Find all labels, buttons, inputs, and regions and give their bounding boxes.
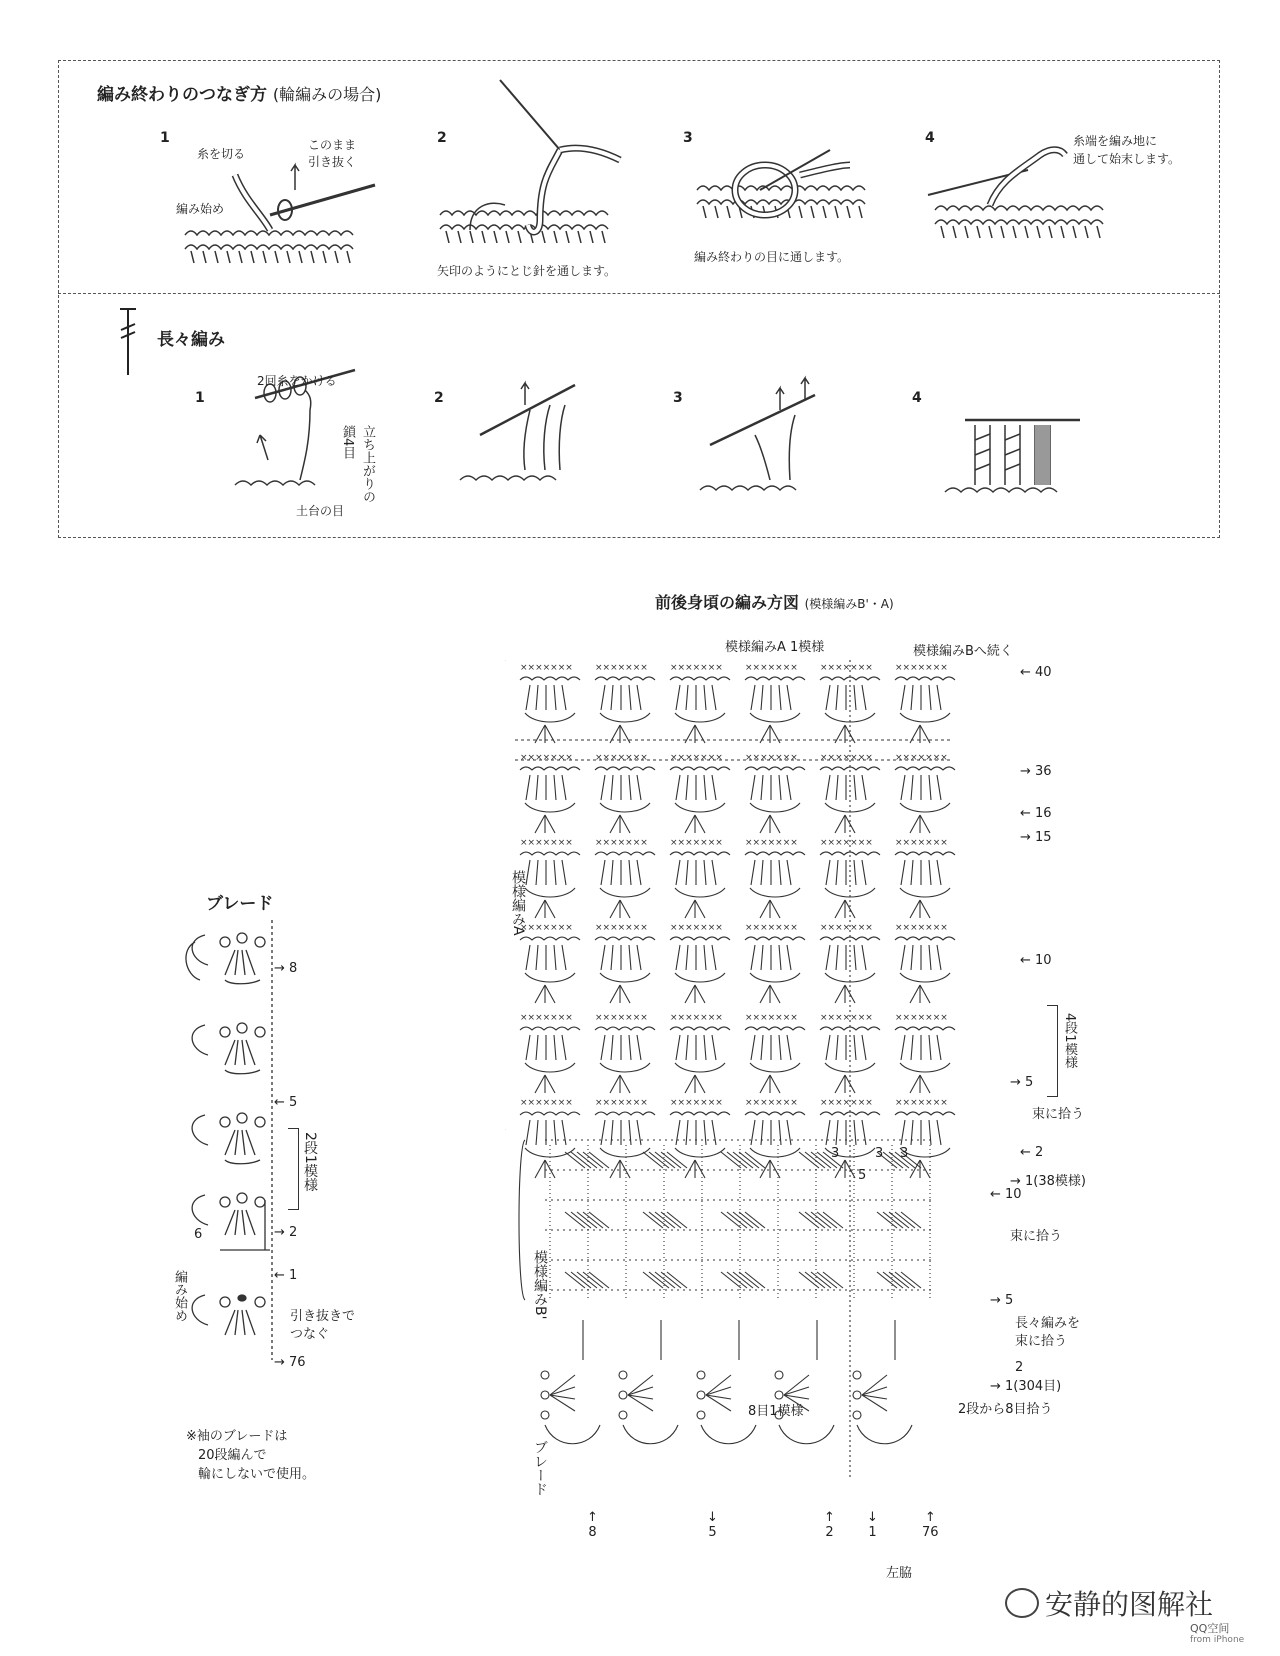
join-step-2-number: 2 <box>437 130 447 146</box>
svg-text:×××××××: ××××××× <box>520 1098 573 1108</box>
join-step-1-drawing <box>185 165 375 263</box>
pattern-a-label: 模様編みA <box>510 870 526 936</box>
yarn-over-twice-label: 2回糸をかける <box>257 374 337 388</box>
watermark-text: 安静的图解社 <box>1045 1588 1214 1621</box>
svg-text:×××××××: ××××××× <box>895 1013 948 1023</box>
pull-through-label-1: このまま <box>308 138 357 152</box>
chain-4-label: 鎖4目 <box>340 425 355 460</box>
svg-text:×××××××: ××××××× <box>745 923 798 933</box>
row-5-label: → 5 <box>1010 1075 1034 1090</box>
svg-text:×××××××: ××××××× <box>895 923 948 933</box>
turning-chain-label: 立ち上がりの <box>360 425 375 503</box>
bottom-arrow-5: ↓ 5 <box>707 1510 718 1540</box>
braid-row-1: ← 1 <box>274 1268 298 1283</box>
braid-row-76: → 76 <box>274 1355 306 1370</box>
join-step-3-drawing <box>697 150 865 218</box>
pattern-b-row-2-label: 2 <box>1015 1360 1024 1375</box>
treble-step-4-number: 4 <box>912 390 922 406</box>
eight-stitch-repeat-label: 8目1模様 <box>748 1404 804 1419</box>
join-step-1-number: 1 <box>160 130 170 146</box>
join-step-2-drawing <box>440 80 620 243</box>
bottom-arrow-8: ↑ 8 <box>587 1510 598 1540</box>
slip-join-label-2: つなぐ <box>290 1327 330 1342</box>
svg-text:×××××××: ××××××× <box>820 753 873 763</box>
svg-text:×××××××: ××××××× <box>595 838 648 848</box>
sleeve-note-3: 輪にしないで使用。 <box>198 1467 316 1482</box>
continue-pattern-b-label: 模様編みBへ続く <box>913 644 1013 659</box>
svg-text:×××××××: ××××××× <box>520 663 573 673</box>
braid-marker-6: 6 <box>194 1227 203 1242</box>
svg-text:×××××××: ××××××× <box>670 923 723 933</box>
cut-yarn-label: 糸を切る <box>197 147 246 161</box>
joining-subtitle: (輪編みの場合) <box>272 85 382 104</box>
joining-title: 編み終わりのつなぎ方 (輪編みの場合) <box>97 85 382 105</box>
row-1-label: → 1(38模様) <box>1010 1174 1086 1189</box>
technique-illustrations <box>0 0 1280 540</box>
svg-text:×××××××: ××××××× <box>895 838 948 848</box>
treble-bundle-label-2: 束に拾う <box>1015 1334 1068 1349</box>
pick-8-from-2-rows-label: 2段から8目拾う <box>958 1402 1053 1417</box>
svg-text:×××××××: ××××××× <box>595 1098 648 1108</box>
braid-row-8: → 8 <box>274 961 298 976</box>
foundation-stitch-label: 土台の目 <box>296 504 345 518</box>
pattern-b-row-1-label: → 1(304目) <box>990 1379 1062 1394</box>
bottom-arrow-2: ↑ 2 <box>824 1510 835 1540</box>
join-step-3-number: 3 <box>683 130 693 146</box>
row-40-label: ← 40 <box>1020 665 1052 680</box>
svg-text:×××××××: ××××××× <box>745 1013 798 1023</box>
svg-text:×××××××: ××××××× <box>820 838 873 848</box>
row-36-label: → 36 <box>1020 764 1052 779</box>
treble-step-1-number: 1 <box>195 390 205 406</box>
svg-text:×××××××: ××××××× <box>595 923 648 933</box>
pull-through-label-2: 引き抜く <box>308 155 357 169</box>
row-15-label: → 15 <box>1020 830 1052 845</box>
treble-step-2-number: 2 <box>434 390 444 406</box>
start-label: 編み始め <box>176 202 225 216</box>
braid-start-label: 編み始め <box>172 1270 187 1322</box>
svg-text:×××××××: ××××××× <box>520 923 573 933</box>
braid-chart <box>180 920 300 1390</box>
svg-text:×××××××: ××××××× <box>670 1013 723 1023</box>
svg-text:×××××××: ××××××× <box>745 663 798 673</box>
svg-text:×××××××: ××××××× <box>745 1098 798 1108</box>
slip-join-label-1: 引き抜きで <box>290 1309 356 1324</box>
four-row-repeat-bracket <box>1047 1005 1058 1097</box>
braid-row-5: ← 5 <box>274 1095 298 1110</box>
row-10-label: ← 10 <box>1020 953 1052 968</box>
svg-text:×××××××: ××××××× <box>670 663 723 673</box>
inner-number-2: 3 <box>875 1146 884 1161</box>
braid-vertical-label: ブレード <box>532 1440 548 1496</box>
pattern-b-row-10-label: ← 10 <box>990 1187 1022 1202</box>
pick-bundle-label-1: 束に拾う <box>1032 1107 1085 1122</box>
svg-text:×××××××: ××××××× <box>820 663 873 673</box>
svg-text:×××××××: ××××××× <box>820 923 873 933</box>
wechat-icon <box>1005 1588 1039 1618</box>
svg-text:×××××××: ××××××× <box>670 838 723 848</box>
svg-text:×××××××: ××××××× <box>820 1013 873 1023</box>
braid-repeat-bracket <box>288 1128 299 1210</box>
braid-motif-4 <box>192 1193 270 1250</box>
join-step-4-caption-1: 糸端を編み地に <box>1073 134 1158 148</box>
sleeve-note-1: ※袖のブレードは <box>186 1429 288 1444</box>
join-step-2-caption: 矢印のようにとじ針を通します。 <box>437 264 617 278</box>
braid-motif-3 <box>192 1113 265 1164</box>
svg-text:×××××××: ××××××× <box>670 1098 723 1108</box>
row-16-label: ← 16 <box>1020 806 1052 821</box>
svg-text:×××××××: ××××××× <box>595 1013 648 1023</box>
pattern-a-one-repeat-label: 模様編みA 1模様 <box>725 640 825 655</box>
treble-title: 長々編み <box>157 330 225 350</box>
svg-text:×××××××: ××××××× <box>520 838 573 848</box>
join-step-4-number: 4 <box>925 130 935 146</box>
braid-motif-top <box>186 933 265 984</box>
pick-bundle-label-2: 束に拾う <box>1010 1229 1063 1244</box>
main-chart-subtitle: (模様編みB'・A) <box>804 597 894 611</box>
join-step-4-caption-2: 通して始末します。 <box>1073 152 1181 166</box>
braid-motif-2 <box>192 1023 265 1074</box>
treble-bundle-label-1: 長々編みを <box>1015 1316 1081 1331</box>
svg-text:×××××××: ××××××× <box>820 1098 873 1108</box>
svg-text:×××××××: ××××××× <box>745 838 798 848</box>
svg-text:×××××××: ××××××× <box>670 753 723 763</box>
sleeve-note-2: 20段編んで <box>198 1448 267 1463</box>
treble-step-3-drawing <box>700 378 815 490</box>
bottom-arrow-1: ↓ 1 <box>867 1510 878 1540</box>
braid-motif-start <box>192 1295 265 1335</box>
qq-zone-label: QQ空间 <box>1190 1622 1230 1635</box>
inner-number-4: 3 <box>900 1146 909 1161</box>
svg-text:×××××××: ××××××× <box>520 1013 573 1023</box>
left-side-label: 左脇 <box>886 1566 913 1581</box>
svg-text:×××××××: ××××××× <box>895 663 948 673</box>
braid-row-2: → 2 <box>274 1225 298 1240</box>
pattern-b-label: 模様編みB' <box>532 1250 548 1320</box>
svg-text:×××××××: ××××××× <box>895 1098 948 1108</box>
pattern-b-row-5-label: → 5 <box>990 1293 1014 1308</box>
svg-text:×××××××: ××××××× <box>520 753 573 763</box>
treble-symbol <box>120 309 136 375</box>
four-row-repeat-label: 4段1模様 <box>1062 1013 1077 1069</box>
main-chart-title: 前後身頃の編み方図 (模様編みB'・A) <box>655 593 894 612</box>
svg-text:×××××××: ××××××× <box>595 753 648 763</box>
inner-number-1: 3 <box>831 1146 840 1161</box>
treble-step-2-drawing <box>460 383 575 480</box>
inner-number-3: 5 <box>858 1168 867 1183</box>
join-step-3-caption: 編み終わりの目に通します。 <box>694 250 850 264</box>
svg-text:×××××××: ××××××× <box>745 753 798 763</box>
braid-repeat-label: 2段1模様 <box>302 1132 318 1192</box>
treble-step-4-drawing <box>945 420 1080 492</box>
svg-text:×××××××: ××××××× <box>895 753 948 763</box>
braid-title: ブレード <box>206 894 274 914</box>
join-step-4-drawing <box>928 150 1103 238</box>
svg-text:×××××××: ××××××× <box>595 663 648 673</box>
treble-step-3-number: 3 <box>673 390 683 406</box>
from-iphone-label: from iPhone <box>1190 1635 1245 1645</box>
row-2-label: ← 2 <box>1020 1145 1044 1160</box>
bottom-arrow-76: ↑ 76 <box>922 1510 939 1540</box>
